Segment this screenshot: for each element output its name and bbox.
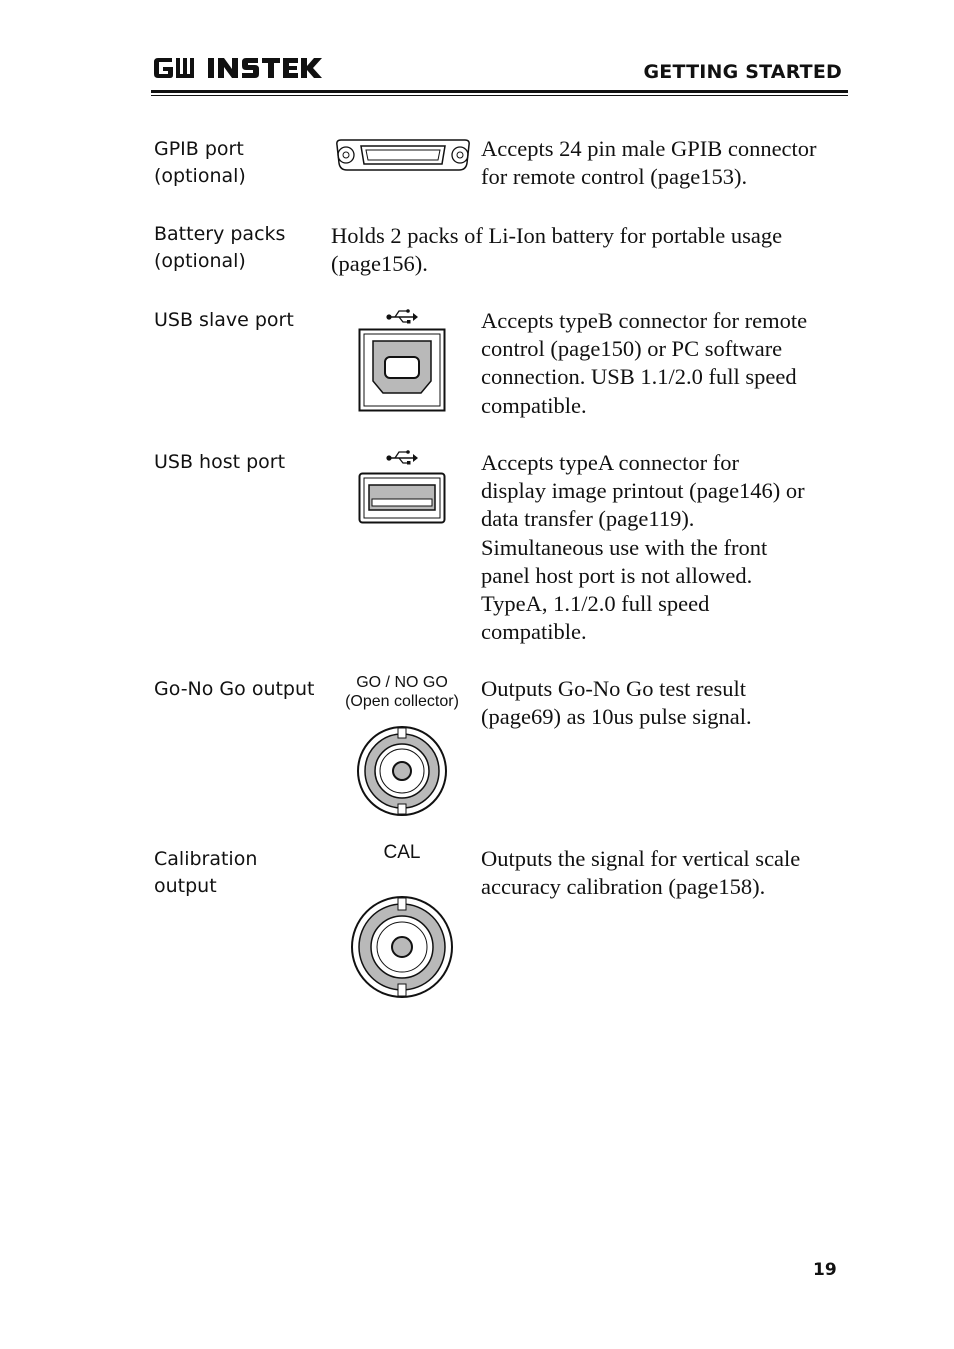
usb-symbol-icon — [385, 447, 419, 472]
calibration-output-description: Outputs the signal for vertical scale accuracy calibration (page158). — [481, 846, 801, 900]
usb-type-a-port-icon — [358, 472, 446, 529]
bnc-connector-icon — [355, 724, 449, 823]
cal-connector-caption: CAL — [383, 842, 421, 863]
usb-host-port-label: USB host port — [154, 451, 286, 473]
usb-type-b-port-icon — [358, 328, 446, 417]
go-no-go-connector-caption: GO / NO GO (Open collector) — [345, 674, 459, 710]
go-no-go-output-description: Outputs Go-No Go test result (page69) as 10us pulse signal. — [481, 676, 752, 730]
calibration-output-label: Calibration output — [154, 848, 258, 897]
gpib-port-description: Accepts 24 pin male GPIB connector for remote control (page153). — [481, 136, 817, 190]
battery-packs-label: Battery packs (optional) — [154, 223, 286, 272]
battery-packs-description: Holds 2 packs of Li-Ion battery for portable usage (page156). — [331, 223, 783, 277]
header-rule-thin — [151, 95, 848, 96]
usb-slave-port-description: Accepts typeB connector for remote control (page150) or PC software connection. USB 1.1/2.0 full speed compatible. — [481, 308, 808, 418]
bnc-connector-icon — [349, 894, 455, 1005]
section-title: GETTING STARTED — [643, 61, 842, 83]
usb-slave-port-label: USB slave port — [154, 309, 294, 331]
gpib-connector-icon — [333, 135, 473, 180]
gpib-port-label: GPIB port (optional) — [154, 138, 246, 187]
go-no-go-output-label: Go-No Go output — [154, 678, 315, 700]
page-number: 19 — [813, 1260, 837, 1280]
header-rule — [151, 90, 848, 93]
usb-host-port-description: Accepts typeA connector for display image printout (page146) or data transfer (page119). Simultaneous use with the front panel host port is not allowed. TypeA, 1.1/2.0 full speed compatible. — [481, 450, 805, 645]
gw-instek-logo — [152, 54, 324, 84]
